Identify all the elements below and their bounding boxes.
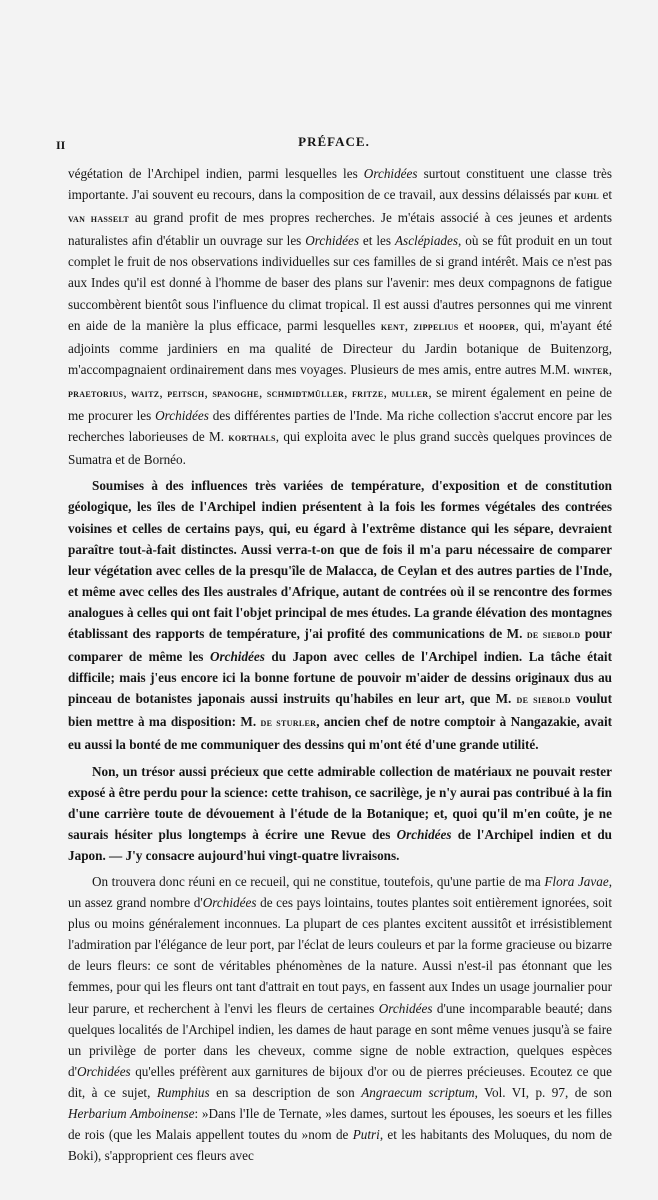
paragraph xyxy=(68,475,612,755)
text-run: Soumises à des influences très variées de température, d'exposition et de constitution géologique, les îles de l'Archipel indien présentent à la fois les formes végétales des contrées voisines et celles de certains pays, qui, eu égard à l'extrême distance qui les sépare, devraient paraître tout-à-fait distinctes. Aussi verra-t-on que de fois il m'a paru nécessaire de comparer leur végétation avec celles de la presqu'île de Malacca, de Ceylan et des autres parties de l'Inde, et même avec celles des Iles australes d'Afrique, autant de contrées où il se rencontre des formes analogues à celles qui ont fait l'objet principal de mes études. La grande élévation des montagnes établissant des rapports de température, j'ai profité des communications de M. xyxy=(68,478,612,641)
person-name: fritze xyxy=(351,387,384,400)
italic-text: Angraecum scriptum xyxy=(361,1084,475,1100)
text-run: : »Dans l'Ile de Ternate, »les dames, surtout les épouses, les soeurs et les filles de rois (que les Malais appellent toutes du »nom de xyxy=(68,1106,613,1143)
italic-text: Orchidées xyxy=(209,649,265,665)
italic-text: Orchidées xyxy=(396,826,452,842)
text-run: , xyxy=(404,317,414,333)
text-run: qu'elles préfèrent aux garnitures de bijoux d'or ou de pierres précieuses. Ecoutez ce que dit, à ce sujet, xyxy=(68,1063,612,1100)
person-name: winter xyxy=(573,364,609,377)
text-run: , qui, m'ayant été adjoints comme jardiniers en ma qualité de Directeur du Jardin botanique de Buitenzorg, m'accompagnaient ordinairement dans mes voyages. Plusieurs de mes amis, entre autres M.M. xyxy=(68,317,612,377)
text-run: , qui exploita avec le plus grand succès quelques provinces de Sumatra et de Bornéo. xyxy=(68,429,612,468)
text-run: , xyxy=(123,384,132,400)
page-number: II xyxy=(56,138,66,152)
italic-text: Putri xyxy=(352,1127,380,1143)
person-name: korthals xyxy=(228,432,276,445)
paragraph xyxy=(68,871,612,1166)
person-name: de siebold xyxy=(516,694,571,707)
text-run: et xyxy=(458,317,479,333)
person-name: kent xyxy=(380,320,405,333)
text-run: , xyxy=(344,384,352,400)
text-run: en sa description de son xyxy=(209,1084,362,1100)
text-run: , où se fût produit en un tout complet le fruit de nos observations individuelles sur ces familles de si grand intérêt. Mais ce n'est pas aux Indes qu'il est donné à l'homme de baser des plans sur l'avenir: mes deux compagnons de fatigue succombèrent bientôt sous l'influence du climat tropical. Il est aussi d'autres personnes qui me vinrent en aide de la manière la plus efficace, parmi lesquelles xyxy=(68,233,612,333)
text-run: de l'Archipel indien et du Japon. — J'y consacre aujourd'hui vingt-quatre livraisons. xyxy=(68,826,612,863)
body-text xyxy=(68,163,612,1171)
italic-text: Orchidées xyxy=(202,895,257,911)
person-name: kuhl xyxy=(574,190,599,203)
italic-text: Orchidées xyxy=(305,233,359,249)
text-run: pour comparer de même les xyxy=(68,625,612,665)
text-run: voulut bien mettre à ma disposition: M. xyxy=(68,691,612,730)
italic-text: Herbarium Amboinense xyxy=(68,1106,195,1122)
italic-text: Rumphius xyxy=(156,1084,210,1100)
text-run: , ancien chef de notre comptoir à Nangazakie, avait eu aussi la bonté de me communiquer des dessins qui m'ont été d'une grande utilité. xyxy=(68,714,613,753)
text-run: de ces pays lointains, toutes plantes soit entièrement ignorées, soit plus ou moins généralement inconnues. La plupart de ces plantes excitent aussitôt et irrésistiblement l'admiration par l'élégance de leur port, par l'éclat de leurs couleurs et par la forme gracieuse ou bizarre de leurs fleurs: ce sont de véritables phénomènes de la nature. Aussi n'est-il pas étonnant que les femmes, pour qui les fleurs ont tant d'attrait en tout pays, en fassent aux Indes un usage journalier pour leur parure, et recherchent à l'envi les fleurs de certaines xyxy=(68,895,612,1016)
paragraph xyxy=(68,163,612,470)
italic-text: Orchidées xyxy=(363,166,418,181)
text-run: et les xyxy=(358,233,395,249)
italic-text: Asclépiades xyxy=(395,233,458,249)
person-name: waitz xyxy=(131,387,160,400)
person-name: de siebold xyxy=(526,628,581,641)
text-run: et xyxy=(598,187,612,203)
text-run: du Japon avec celles de l'Archipel indien. La tâche était difficile; mais j'eus encore ici la bonne fortune de pouvoir m'aider de dessins originaux dus au pinceau de botanistes japonais aussi instruits qu'habiles en leur art, que M. xyxy=(68,649,612,707)
text-run: , un assez grand nombre d' xyxy=(68,874,612,911)
text-run: Non, un trésor aussi précieux que cette admirable collection de matériaux ne pouvait rester exposé à être perdu pour la science: cette trahison, ce sacrilège, je n'y aurai pas contribué à la fin d'une carrière toute de dévouement à l'étude de la Botanique; et, quoi qu'il m'en coûte, je ne saurais hésiter plus longtemps à écrire une Revue des xyxy=(68,763,612,842)
text-run: , et les habitants des Moluques, du nom de Boki), s'approprient ces fleurs avec xyxy=(68,1127,613,1164)
text-run: , Vol. VI, p. 97, de son xyxy=(474,1084,612,1100)
person-name: de sturler xyxy=(260,717,317,730)
text-run: , xyxy=(383,384,392,400)
running-title: PRÉFACE. xyxy=(298,134,370,149)
text-run: au grand profit de mes propres recherches. Je m'étais associé à ces jeunes et ardents naturalistes afin d'établir un ouvrage sur les xyxy=(68,210,612,249)
paragraph xyxy=(68,761,612,866)
italic-text: Orchidées xyxy=(76,1063,131,1079)
italic-text: Orchidées xyxy=(378,1000,433,1016)
text-run: , xyxy=(159,384,168,400)
person-name: muller xyxy=(391,387,429,400)
text-run: , xyxy=(204,384,213,400)
person-name: peitsch xyxy=(167,387,205,400)
text-run: d'une incomparable beauté; dans quelques localités de l'Archipel indien, les dames de haut parage en sont même venues jusqu'à se faire un privilège de porter dans les cheveux, comme signe de noble extraction, quelques espèces d' xyxy=(68,1000,612,1079)
person-name: praetorius xyxy=(68,387,124,400)
text-run: des différentes parties de l'Inde. Ma riche collection s'accrut encore par les recherches laborieuses de M. xyxy=(68,408,612,445)
person-name: schmidtmüller xyxy=(266,387,345,400)
text-run: , se mirent également en peine de me procurer les xyxy=(68,384,613,424)
person-name: zippelius xyxy=(413,320,459,333)
text-run: surtout constituent une classe très importante. J'ai souvent eu recours, dans la composition de ce travail, aux dessins délaissés par xyxy=(68,166,612,203)
italic-text: Flora Javae xyxy=(544,874,609,889)
text-run: végétation de l'Archipel indien, parmi lesquelles les xyxy=(68,166,364,181)
text-run: On trouvera donc réuni en ce recueil, qui ne constitue, toutefois, qu'une partie de ma xyxy=(92,874,545,889)
italic-text: Orchidées xyxy=(155,408,209,424)
text-run: , xyxy=(259,384,267,400)
person-name: spanoghe xyxy=(212,387,260,400)
person-name: hooper xyxy=(479,320,516,333)
page-header xyxy=(56,134,612,156)
text-run: , xyxy=(608,361,612,377)
person-name: van hasselt xyxy=(68,213,130,226)
